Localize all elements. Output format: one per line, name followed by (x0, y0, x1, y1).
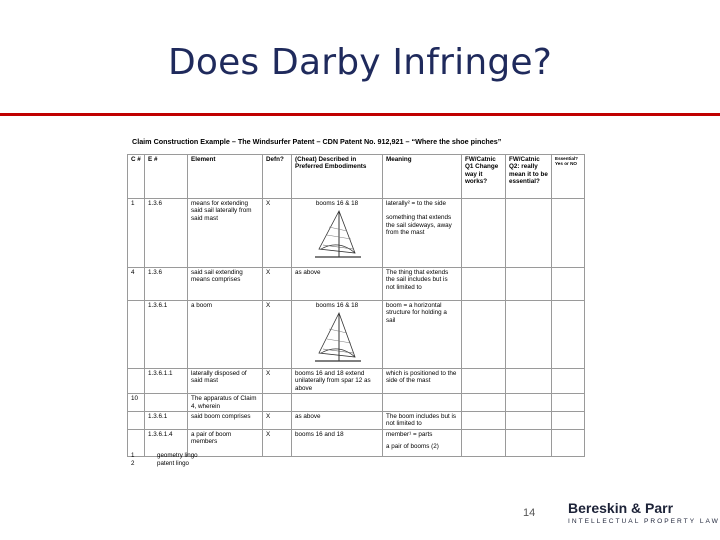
firm-name: Bereskin & Parr (568, 500, 674, 516)
cell-element: The apparatus of Claim 4, wherein (188, 394, 263, 412)
cell-preferred-embodiment: as above (292, 412, 383, 430)
cell-definition: X (263, 429, 292, 456)
table-row (128, 268, 585, 301)
cell-catnic-q2 (506, 429, 552, 456)
cell-catnic-q1 (462, 268, 506, 301)
cell-claim (128, 301, 145, 369)
cell-element-number (145, 394, 188, 412)
cell-catnic-q2 (506, 394, 552, 412)
cell-preferred-embodiment (292, 199, 383, 268)
cell-catnic-q1 (462, 369, 506, 394)
cell-meaning-part-b: something that extends the sail sideways, away from the mast (386, 214, 452, 237)
table-header-row (128, 155, 585, 199)
cell-catnic-q1 (462, 199, 506, 268)
table-heading: Claim Construction Example – The Windsurfer Patent – CDN Patent No. 912,921 – “Where the shoe pinches” (132, 137, 502, 146)
cell-meaning-part-a: laterally² = to the side (386, 200, 447, 207)
cell-element-number: 1.3.6.1 (145, 412, 188, 430)
header-essential: Essential? Yes or NO (552, 155, 585, 199)
cell-catnic-q1 (462, 412, 506, 430)
cell-meaning (383, 394, 462, 412)
footnotes (131, 452, 198, 467)
table-row (128, 199, 585, 268)
page-number: 14 (523, 507, 536, 519)
windsurfer-drawing-image (309, 311, 365, 365)
header-element-number: E # (145, 155, 188, 199)
title-divider (0, 113, 720, 116)
cell-preferred-embodiment-text: booms 16 & 18 (315, 200, 359, 207)
cell-definition: X (263, 268, 292, 301)
cell-definition: X (263, 369, 292, 394)
cell-essential (552, 369, 585, 394)
cell-element: means for extending said sail laterally from said mast (188, 199, 263, 268)
header-definition: Defn? (263, 155, 292, 199)
cell-catnic-q1 (462, 394, 506, 412)
cell-essential (552, 301, 585, 369)
claim-construction-table (127, 154, 585, 457)
cell-definition: X (263, 301, 292, 369)
firm-logo (568, 500, 720, 525)
cell-catnic-q2 (506, 301, 552, 369)
cell-element: said boom comprises (188, 412, 263, 430)
cell-claim (128, 412, 145, 430)
cell-preferred-embodiment (292, 301, 383, 369)
cell-preferred-embodiment: booms 16 and 18 (292, 429, 383, 456)
cell-claim: 1 (128, 199, 145, 268)
cell-element-number: 1.3.6.1.4 (145, 429, 188, 456)
cell-catnic-q1 (462, 301, 506, 369)
table-row (128, 412, 585, 430)
cell-catnic-q2 (506, 369, 552, 394)
header-meaning: Meaning (383, 155, 462, 199)
cell-element: laterally disposed of said mast (188, 369, 263, 394)
cell-definition (263, 394, 292, 412)
cell-preferred-embodiment (292, 394, 383, 412)
slide-title: Does Darby Infringe? (167, 42, 553, 83)
cell-essential (552, 429, 585, 456)
cell-meaning-part-a: member¹ = parts (386, 430, 433, 438)
firm-tagline: INTELLECTUAL PROPERTY LAW (568, 518, 720, 525)
cell-claim: 4 (128, 268, 145, 301)
cell-preferred-embodiment: as above (292, 268, 383, 301)
cell-meaning (383, 429, 462, 456)
footnote (131, 460, 198, 468)
header-element: Element (188, 155, 263, 199)
cell-element: a boom (188, 301, 263, 369)
cell-claim: 10 (128, 394, 145, 412)
cell-meaning: which is positioned to the side of the mast (383, 369, 462, 394)
cell-definition: X (263, 412, 292, 430)
footnote-number: 1 (131, 452, 135, 459)
cell-preferred-embodiment: booms 16 and 18 extend unilaterally from spar 12 as above (292, 369, 383, 394)
footnote (131, 452, 198, 460)
cell-element-number: 1.3.6 (145, 268, 188, 301)
cell-essential (552, 394, 585, 412)
cell-meaning: The thing that extends the sail includes but is not limited to (383, 268, 462, 301)
cell-element: a pair of boom members (188, 429, 263, 456)
cell-element-number: 1.3.6 (145, 199, 188, 268)
footnote-text: patent lingo (157, 459, 189, 467)
cell-element-number: 1.3.6.1.1 (145, 369, 188, 394)
footnote-text: geometry lingo (157, 452, 198, 459)
cell-element: said sail extending means comprises (188, 268, 263, 301)
header-preferred-embodiments: (Cheat) Described in Preferred Embodiments (292, 155, 383, 199)
footnote-number: 2 (131, 459, 135, 467)
windsurfer-drawing-image (309, 209, 365, 261)
table-row (128, 394, 585, 412)
cell-essential (552, 412, 585, 430)
cell-meaning (383, 199, 462, 268)
cell-essential (552, 268, 585, 301)
header-catnic-q1: FW/Catnic Q1 Change way it works? (462, 155, 506, 199)
cell-catnic-q1 (462, 429, 506, 456)
header-catnic-q2: FW/Catnic Q2: really mean it to be essential? (506, 155, 552, 199)
table-row (128, 301, 585, 369)
cell-essential (552, 199, 585, 268)
cell-catnic-q2 (506, 199, 552, 268)
cell-meaning: The boom includes but is not limited to (383, 412, 462, 430)
cell-catnic-q2 (506, 412, 552, 430)
cell-preferred-embodiment-text: booms 16 & 18 (315, 302, 359, 309)
cell-catnic-q2 (506, 268, 552, 301)
cell-element-number: 1.3.6.1 (145, 301, 188, 369)
cell-meaning: boom = a horizontal structure for holding a sail (383, 301, 462, 369)
cell-claim (128, 369, 145, 394)
cell-definition: X (263, 199, 292, 268)
table-row (128, 369, 585, 394)
cell-meaning-part-b: a pair of booms (2) (386, 443, 439, 451)
header-claim-number: C # (128, 155, 145, 199)
